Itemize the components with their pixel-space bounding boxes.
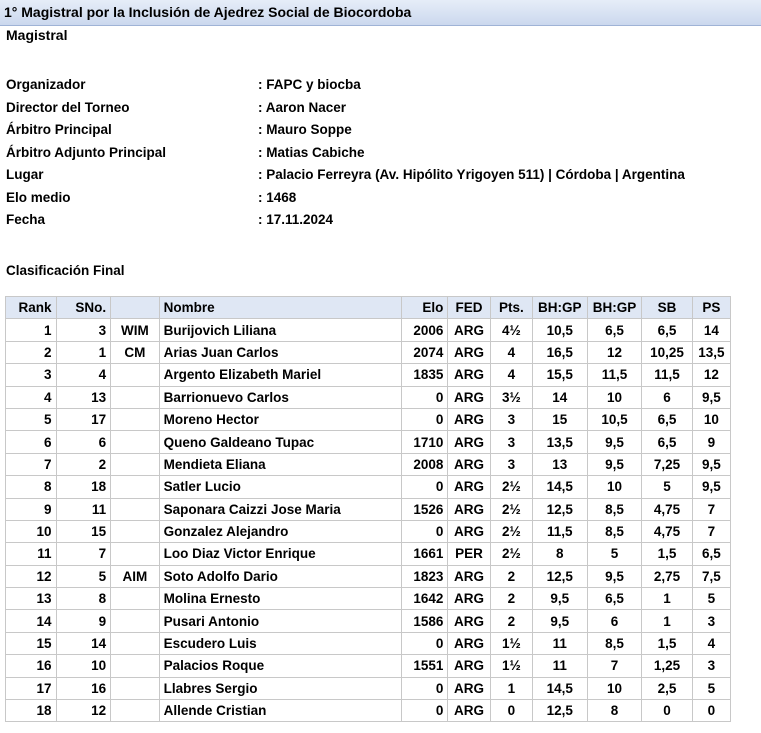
info-value: : 17.11.2024 (258, 212, 334, 227)
cell-bhgp-2: 10 (587, 476, 642, 498)
cell-sno: 8 (56, 588, 111, 610)
cell-elo: 1526 (402, 498, 448, 520)
info-row (6, 97, 761, 120)
cell-bhgp-2: 10 (587, 677, 642, 699)
cell-name: Gonzalez Alejandro (159, 520, 401, 542)
cell-fed: ARG (448, 319, 490, 341)
cell-name: Palacios Roque (159, 655, 401, 677)
tournament-subtitle: Magistral (6, 27, 68, 43)
cell-bhgp-1: 13 (532, 453, 587, 475)
cell-fed: ARG (448, 341, 490, 363)
cell-rank: 12 (6, 565, 57, 587)
table-row (6, 677, 731, 699)
cell-pts: 2 (490, 565, 532, 587)
cell-ps: 9,5 (692, 453, 730, 475)
cell-bhgp-1: 10,5 (532, 319, 587, 341)
header-bhgp-1: BH:GP (532, 297, 587, 319)
cell-rank: 18 (6, 700, 57, 722)
cell-sno: 12 (56, 700, 111, 722)
cell-pts: 3 (490, 431, 532, 453)
cell-title (111, 543, 159, 565)
cell-fed: ARG (448, 453, 490, 475)
info-row (6, 142, 761, 165)
cell-bhgp-2: 9,5 (587, 431, 642, 453)
cell-pts: 1 (490, 677, 532, 699)
cell-elo: 0 (402, 520, 448, 542)
cell-pts: 0 (490, 700, 532, 722)
cell-title (111, 700, 159, 722)
header-ps: PS (692, 297, 730, 319)
cell-title (111, 588, 159, 610)
cell-bhgp-2: 12 (587, 341, 642, 363)
info-value: : Mauro Soppe (258, 122, 352, 137)
cell-name: Mendieta Eliana (159, 453, 401, 475)
cell-ps: 5 (692, 677, 730, 699)
cell-sb: 1,5 (642, 543, 693, 565)
cell-sb: 1 (642, 588, 693, 610)
info-row (6, 74, 761, 97)
cell-rank: 13 (6, 588, 57, 610)
cell-sno: 5 (56, 565, 111, 587)
table-row (6, 408, 731, 430)
cell-name: Llabres Sergio (159, 677, 401, 699)
cell-pts: 3 (490, 408, 532, 430)
cell-sb: 1,5 (642, 632, 693, 654)
cell-fed: ARG (448, 610, 490, 632)
cell-elo: 1642 (402, 588, 448, 610)
cell-ps: 13,5 (692, 341, 730, 363)
cell-bhgp-2: 6,5 (587, 319, 642, 341)
cell-sno: 4 (56, 364, 111, 386)
cell-title (111, 498, 159, 520)
cell-fed: PER (448, 543, 490, 565)
cell-rank: 16 (6, 655, 57, 677)
cell-ps: 0 (692, 700, 730, 722)
header-title (111, 297, 159, 319)
info-value: : Palacio Ferreyra (Av. Hipólito Yrigoyen 511) | Córdoba | Argentina (258, 167, 685, 182)
cell-ps: 3 (692, 655, 730, 677)
cell-rank: 4 (6, 386, 57, 408)
cell-rank: 5 (6, 408, 57, 430)
cell-title: WIM (111, 319, 159, 341)
cell-sb: 4,75 (642, 498, 693, 520)
info-label: Árbitro Principal (6, 122, 112, 137)
cell-pts: 2½ (490, 520, 532, 542)
cell-pts: 4½ (490, 319, 532, 341)
info-value: : 1468 (258, 189, 297, 205)
cell-name: Barrionuevo Carlos (159, 386, 401, 408)
cell-rank: 10 (6, 520, 57, 542)
cell-ps: 9,5 (692, 476, 730, 498)
cell-sno: 18 (56, 476, 111, 498)
cell-rank: 6 (6, 431, 57, 453)
cell-elo: 2008 (402, 453, 448, 475)
cell-pts: 2½ (490, 476, 532, 498)
cell-ps: 7,5 (692, 565, 730, 587)
table-row (6, 610, 731, 632)
cell-name: Loo Diaz Victor Enrique (159, 543, 401, 565)
cell-name: Allende Cristian (159, 700, 401, 722)
cell-bhgp-1: 14,5 (532, 476, 587, 498)
cell-pts: 3 (490, 453, 532, 475)
info-value: : FAPC y biocba (258, 77, 361, 92)
cell-fed: ARG (448, 386, 490, 408)
info-row (6, 119, 761, 142)
info-value: : Aaron Nacer (258, 99, 347, 115)
header-sb: SB (642, 297, 693, 319)
info-label: Director del Torneo (6, 99, 130, 115)
cell-rank: 14 (6, 610, 57, 632)
cell-fed: ARG (448, 431, 490, 453)
cell-pts: 1½ (490, 655, 532, 677)
table-row (6, 588, 731, 610)
cell-bhgp-1: 12,5 (532, 565, 587, 587)
cell-bhgp-1: 9,5 (532, 610, 587, 632)
cell-title (111, 632, 159, 654)
cell-sno: 6 (56, 431, 111, 453)
cell-name: Argento Elizabeth Mariel (159, 364, 401, 386)
cell-bhgp-1: 9,5 (532, 588, 587, 610)
info-value: : Matias Cabiche (258, 144, 365, 160)
cell-title (111, 408, 159, 430)
cell-ps: 7 (692, 520, 730, 542)
cell-name: Saponara Caizzi Jose Maria (159, 498, 401, 520)
cell-bhgp-1: 14,5 (532, 677, 587, 699)
cell-fed: ARG (448, 408, 490, 430)
cell-bhgp-1: 11,5 (532, 520, 587, 542)
cell-sno: 14 (56, 632, 111, 654)
cell-sno: 11 (56, 498, 111, 520)
cell-elo: 2074 (402, 341, 448, 363)
cell-sno: 3 (56, 319, 111, 341)
cell-name: Molina Ernesto (159, 588, 401, 610)
cell-sno: 13 (56, 386, 111, 408)
header-bhgp-2: BH:GP (587, 297, 642, 319)
cell-fed: ARG (448, 632, 490, 654)
cell-bhgp-1: 8 (532, 543, 587, 565)
cell-fed: ARG (448, 498, 490, 520)
info-label: Elo medio (6, 189, 71, 205)
cell-rank: 17 (6, 677, 57, 699)
cell-title (111, 453, 159, 475)
cell-fed: ARG (448, 520, 490, 542)
header-pts: Pts. (490, 297, 532, 319)
cell-bhgp-1: 11 (532, 632, 587, 654)
cell-bhgp-2: 6 (587, 610, 642, 632)
info-row (6, 187, 761, 210)
info-row (6, 209, 761, 232)
cell-bhgp-2: 9,5 (587, 565, 642, 587)
cell-elo: 1710 (402, 431, 448, 453)
cell-pts: 2 (490, 588, 532, 610)
header-sno: SNo. (56, 297, 111, 319)
cell-bhgp-1: 12,5 (532, 700, 587, 722)
table-row (6, 520, 731, 542)
cell-fed: ARG (448, 700, 490, 722)
header-name: Nombre (159, 297, 401, 319)
cell-elo: 1823 (402, 565, 448, 587)
tournament-title: 1° Magistral por la Inclusión de Ajedrez Social de Biocordoba (0, 0, 761, 26)
table-row (6, 431, 731, 453)
cell-sb: 10,25 (642, 341, 693, 363)
table-row (6, 543, 731, 565)
cell-title (111, 520, 159, 542)
cell-ps: 14 (692, 319, 730, 341)
cell-elo: 2006 (402, 319, 448, 341)
cell-elo: 1835 (402, 364, 448, 386)
header-elo: Elo (402, 297, 448, 319)
table-header-row (6, 297, 731, 319)
cell-ps: 4 (692, 632, 730, 654)
info-label: Organizador (6, 77, 86, 92)
cell-elo: 0 (402, 476, 448, 498)
table-row (6, 319, 731, 341)
cell-bhgp-2: 8,5 (587, 520, 642, 542)
cell-name: Arias Juan Carlos (159, 341, 401, 363)
cell-sb: 11,5 (642, 364, 693, 386)
cell-pts: 1½ (490, 632, 532, 654)
cell-sno: 17 (56, 408, 111, 430)
cell-elo: 1551 (402, 655, 448, 677)
section-title: Clasificación Final (6, 262, 125, 278)
cell-fed: ARG (448, 588, 490, 610)
cell-ps: 12 (692, 364, 730, 386)
cell-title (111, 431, 159, 453)
cell-bhgp-2: 11,5 (587, 364, 642, 386)
cell-rank: 3 (6, 364, 57, 386)
cell-sb: 0 (642, 700, 693, 722)
cell-rank: 11 (6, 543, 57, 565)
cell-sb: 6,5 (642, 408, 693, 430)
cell-title (111, 677, 159, 699)
cell-bhgp-1: 15,5 (532, 364, 587, 386)
cell-rank: 8 (6, 476, 57, 498)
cell-elo: 1661 (402, 543, 448, 565)
cell-sno: 2 (56, 453, 111, 475)
cell-bhgp-2: 9,5 (587, 453, 642, 475)
cell-name: Pusari Antonio (159, 610, 401, 632)
cell-ps: 7 (692, 498, 730, 520)
cell-sb: 1,25 (642, 655, 693, 677)
cell-name: Soto Adolfo Dario (159, 565, 401, 587)
cell-bhgp-1: 16,5 (532, 341, 587, 363)
cell-bhgp-1: 11 (532, 655, 587, 677)
cell-bhgp-2: 7 (587, 655, 642, 677)
cell-bhgp-1: 14 (532, 386, 587, 408)
header-rank: Rank (6, 297, 57, 319)
tournament-info (0, 74, 761, 232)
cell-ps: 9,5 (692, 386, 730, 408)
cell-bhgp-1: 13,5 (532, 431, 587, 453)
cell-sb: 6,5 (642, 319, 693, 341)
cell-title: CM (111, 341, 159, 363)
table-row (6, 453, 731, 475)
cell-pts: 4 (490, 341, 532, 363)
table-row (6, 364, 731, 386)
cell-ps: 3 (692, 610, 730, 632)
cell-ps: 9 (692, 431, 730, 453)
cell-fed: ARG (448, 565, 490, 587)
cell-sno: 10 (56, 655, 111, 677)
cell-name: Burijovich Liliana (159, 319, 401, 341)
cell-rank: 1 (6, 319, 57, 341)
cell-bhgp-2: 8,5 (587, 498, 642, 520)
cell-elo: 1586 (402, 610, 448, 632)
cell-fed: ARG (448, 364, 490, 386)
info-label: Fecha (6, 212, 46, 227)
table-row (6, 632, 731, 654)
cell-fed: ARG (448, 476, 490, 498)
cell-rank: 9 (6, 498, 57, 520)
cell-sb: 4,75 (642, 520, 693, 542)
cell-title (111, 386, 159, 408)
cell-elo: 0 (402, 700, 448, 722)
cell-fed: ARG (448, 655, 490, 677)
header-fed: FED (448, 297, 490, 319)
cell-name: Escudero Luis (159, 632, 401, 654)
cell-title: AIM (111, 565, 159, 587)
cell-elo: 0 (402, 408, 448, 430)
cell-elo: 0 (402, 677, 448, 699)
standings-table (5, 296, 731, 722)
table-row (6, 386, 731, 408)
table-row (6, 341, 731, 363)
cell-fed: ARG (448, 677, 490, 699)
cell-bhgp-1: 15 (532, 408, 587, 430)
cell-title (111, 655, 159, 677)
cell-bhgp-2: 10 (587, 386, 642, 408)
cell-bhgp-2: 10,5 (587, 408, 642, 430)
cell-rank: 7 (6, 453, 57, 475)
cell-bhgp-2: 6,5 (587, 588, 642, 610)
cell-pts: 2½ (490, 498, 532, 520)
cell-sno: 16 (56, 677, 111, 699)
cell-sno: 7 (56, 543, 111, 565)
cell-sb: 7,25 (642, 453, 693, 475)
cell-sb: 5 (642, 476, 693, 498)
table-row (6, 476, 731, 498)
cell-name: Queno Galdeano Tupac (159, 431, 401, 453)
cell-title (111, 364, 159, 386)
cell-elo: 0 (402, 632, 448, 654)
info-label: Lugar (6, 167, 44, 182)
cell-pts: 4 (490, 364, 532, 386)
cell-ps: 5 (692, 588, 730, 610)
cell-elo: 0 (402, 386, 448, 408)
cell-bhgp-2: 8,5 (587, 632, 642, 654)
cell-name: Moreno Hector (159, 408, 401, 430)
cell-rank: 15 (6, 632, 57, 654)
info-label: Árbitro Adjunto Principal (6, 144, 166, 160)
cell-pts: 3½ (490, 386, 532, 408)
cell-sno: 1 (56, 341, 111, 363)
cell-title (111, 476, 159, 498)
info-row (6, 164, 761, 187)
cell-pts: 2 (490, 610, 532, 632)
cell-sb: 6 (642, 386, 693, 408)
table-row (6, 498, 731, 520)
cell-sb: 1 (642, 610, 693, 632)
cell-name: Satler Lucio (159, 476, 401, 498)
cell-sb: 6,5 (642, 431, 693, 453)
cell-sb: 2,75 (642, 565, 693, 587)
cell-bhgp-1: 12,5 (532, 498, 587, 520)
cell-sno: 15 (56, 520, 111, 542)
cell-pts: 2½ (490, 543, 532, 565)
cell-ps: 10 (692, 408, 730, 430)
cell-rank: 2 (6, 341, 57, 363)
cell-bhgp-2: 8 (587, 700, 642, 722)
cell-sb: 2,5 (642, 677, 693, 699)
cell-title (111, 610, 159, 632)
table-row (6, 655, 731, 677)
cell-ps: 6,5 (692, 543, 730, 565)
cell-bhgp-2: 5 (587, 543, 642, 565)
cell-sno: 9 (56, 610, 111, 632)
table-row (6, 565, 731, 587)
table-row (6, 700, 731, 722)
